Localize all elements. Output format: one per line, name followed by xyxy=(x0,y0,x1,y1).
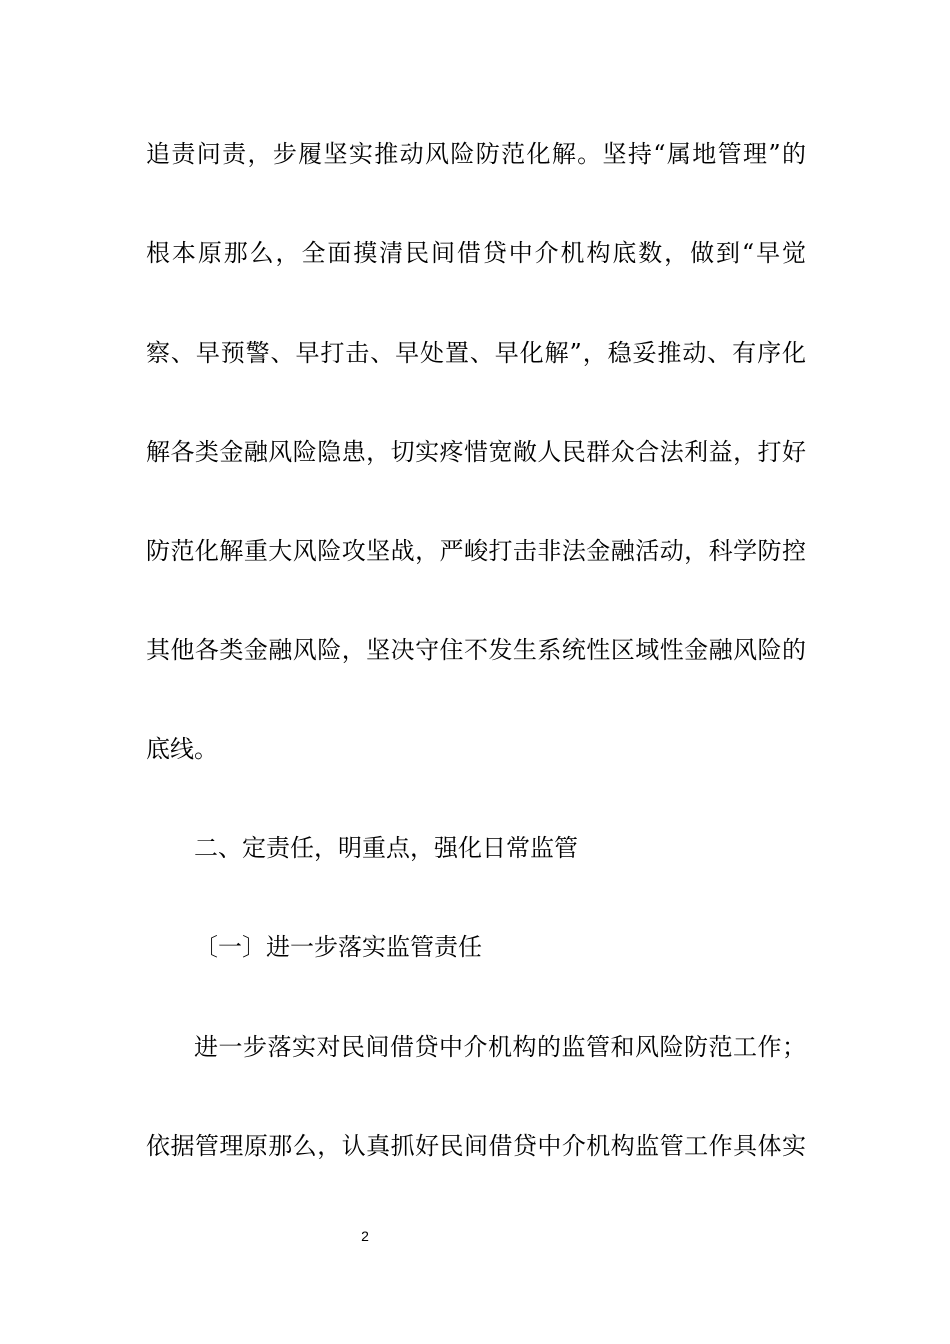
paragraph-line-2: 根本原那么，全面摸清民间借贷中介机构底数，做到“早觉 xyxy=(146,239,806,267)
paragraph2-line-2: 依据管理原那么，认真抓好民间借贷中介机构监管工作具体实 xyxy=(146,1132,806,1160)
subsection-heading: 〔一〕进一步落实监管责任 xyxy=(194,933,482,961)
paragraph-line-1: 追责问责，步履坚实推动风险防范化解。坚持“属地管理”的 xyxy=(146,140,806,168)
page-number: 2 xyxy=(361,1228,369,1244)
section-heading: 二、定责任，明重点，强化日常监管 xyxy=(194,834,578,862)
paragraph-line-6: 其他各类金融风险，坚决守住不发生系统性区域性金融风险的 xyxy=(146,636,806,664)
paragraph-line-3: 察、早预警、早打击、早处置、早化解”，稳妥推动、有序化 xyxy=(146,339,806,367)
paragraph-line-7: 底线。 xyxy=(146,735,218,763)
paragraph-line-4: 解各类金融风险隐患，切实疼惜宽敞人民群众合法利益，打好 xyxy=(146,438,806,466)
paragraph-line-5: 防范化解重大风险攻坚战，严峻打击非法金融活动，科学防控 xyxy=(146,537,806,565)
paragraph2-line-1: 进一步落实对民间借贷中介机构的监管和风险防范工作； xyxy=(194,1033,806,1061)
